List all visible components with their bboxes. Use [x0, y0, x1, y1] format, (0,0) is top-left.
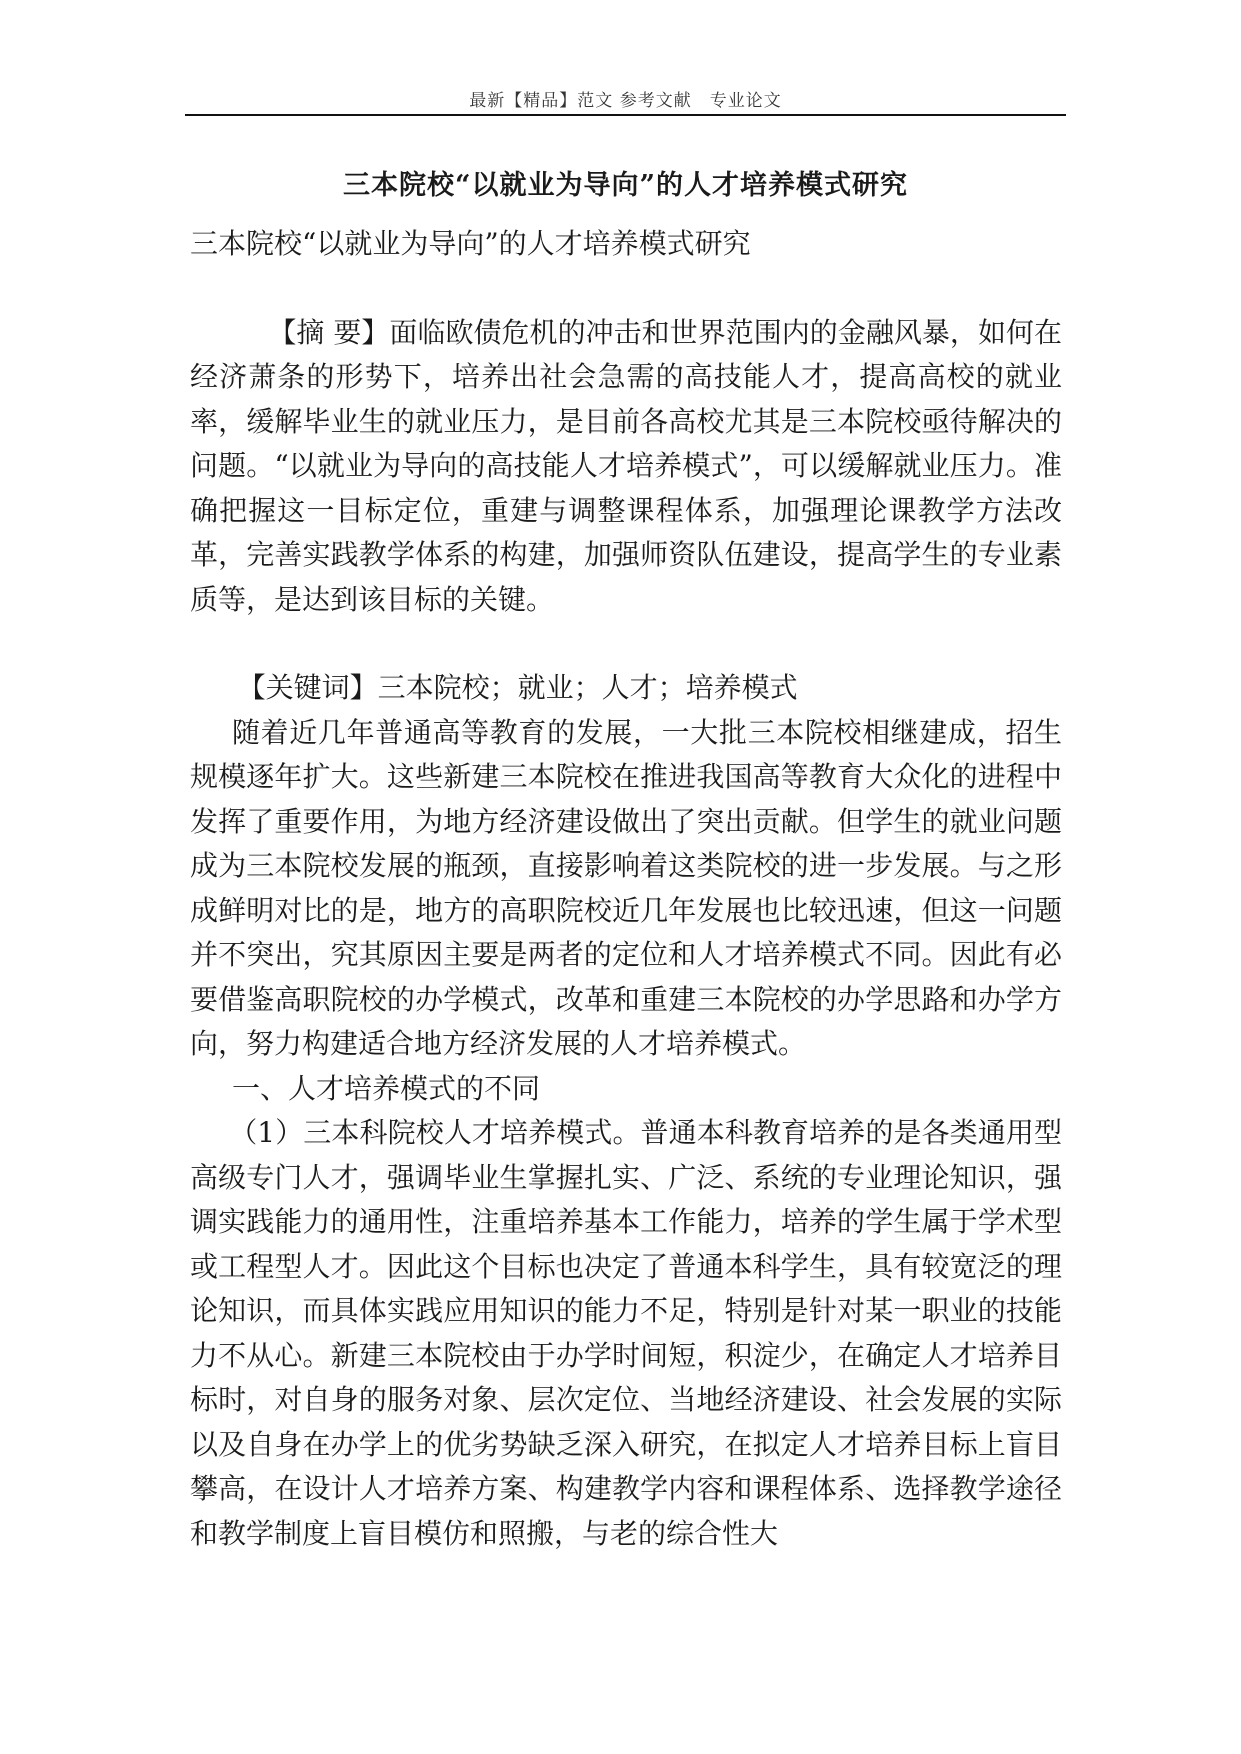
document-title: 三本院校“以就业为导向”的人才培养模式研究	[342, 170, 909, 201]
section-heading: 一、人才培养模式的不同	[232, 1071, 541, 1105]
document-body	[190, 222, 1062, 1556]
page-header: 最新【精品】范文 参考文献 专业论文	[469, 91, 782, 111]
section-paragraph: （1）三本科院校人才培养模式。普通本科教育培养的是各类通用型高级专门人才，强调毕业生掌握扎实、广泛、系统的专业理论知识，强调实践能力的通用性，注重培养基本工作能力，培养的学生属于学术型或工程型人才。因此这个目标也决定了普通本科学生，具有较宽泛的理论知识，而具体实践应用知识的能力不足，特别是针对某一职业的技能力不从心。新建三本院校由于办学时间短，积淀少，在确定人才培养目标时，对自身的服务对象、层次定位、当地经济建设、社会发展的实际以及自身在办学上的优劣势缺乏深入研究，在拟定人才培养目标上盲目攀高，在设计人才培养方案、构建教学内容和课程体系、选择教学途径和教学制度上盲目模仿和照搬，与老的综合性大	[190, 1116, 1062, 1550]
keywords-line: 【关键词】三本院校；就业；人才；培养模式	[237, 671, 798, 704]
abstract-paragraph: 【摘 要】面临欧债危机的冲击和世界范围内的金融风暴，如何在经济萧条的形势下，培养出社会急需的高技能人才，提高高校的就业率，缓解毕业生的就业压力，是目前各高校尤其是三本院校亟待解决的问题。“以就业为导向的高技能人才培养模式”，可以缓解就业压力。准确把握这一目标定位，重建与调整课程体系，加强理论课教学方法改革，完善实践教学体系的构建，加强师资队伍建设，提高学生的专业素质等，是达到该目标的关键。	[190, 315, 1062, 616]
intro-paragraph: 随着近几年普通高等教育的发展，一大批三本院校相继建成，招生规模逐年扩大。这些新建三本院校在推进我国高等教育大众化的进程中发挥了重要作用，为地方经济建设做出了突出贡献。但学生的就业问题成为三本院校发展的瓶颈，直接影响着这类院校的进一步发展。与之形成鲜明对比的是，地方的高职院校近几年发展也比较迅速，但这一问题并不突出，究其原因主要是两者的定位和人才培养模式不同。因此有必要借鉴高职院校的办学模式，改革和重建三本院校的办学思路和办学方向，努力构建适合地方经济发展的人才培养模式。	[190, 715, 1062, 1060]
document-subtitle: 三本院校“以就业为导向”的人才培养模式研究	[190, 227, 751, 260]
header-divider	[185, 114, 1066, 116]
